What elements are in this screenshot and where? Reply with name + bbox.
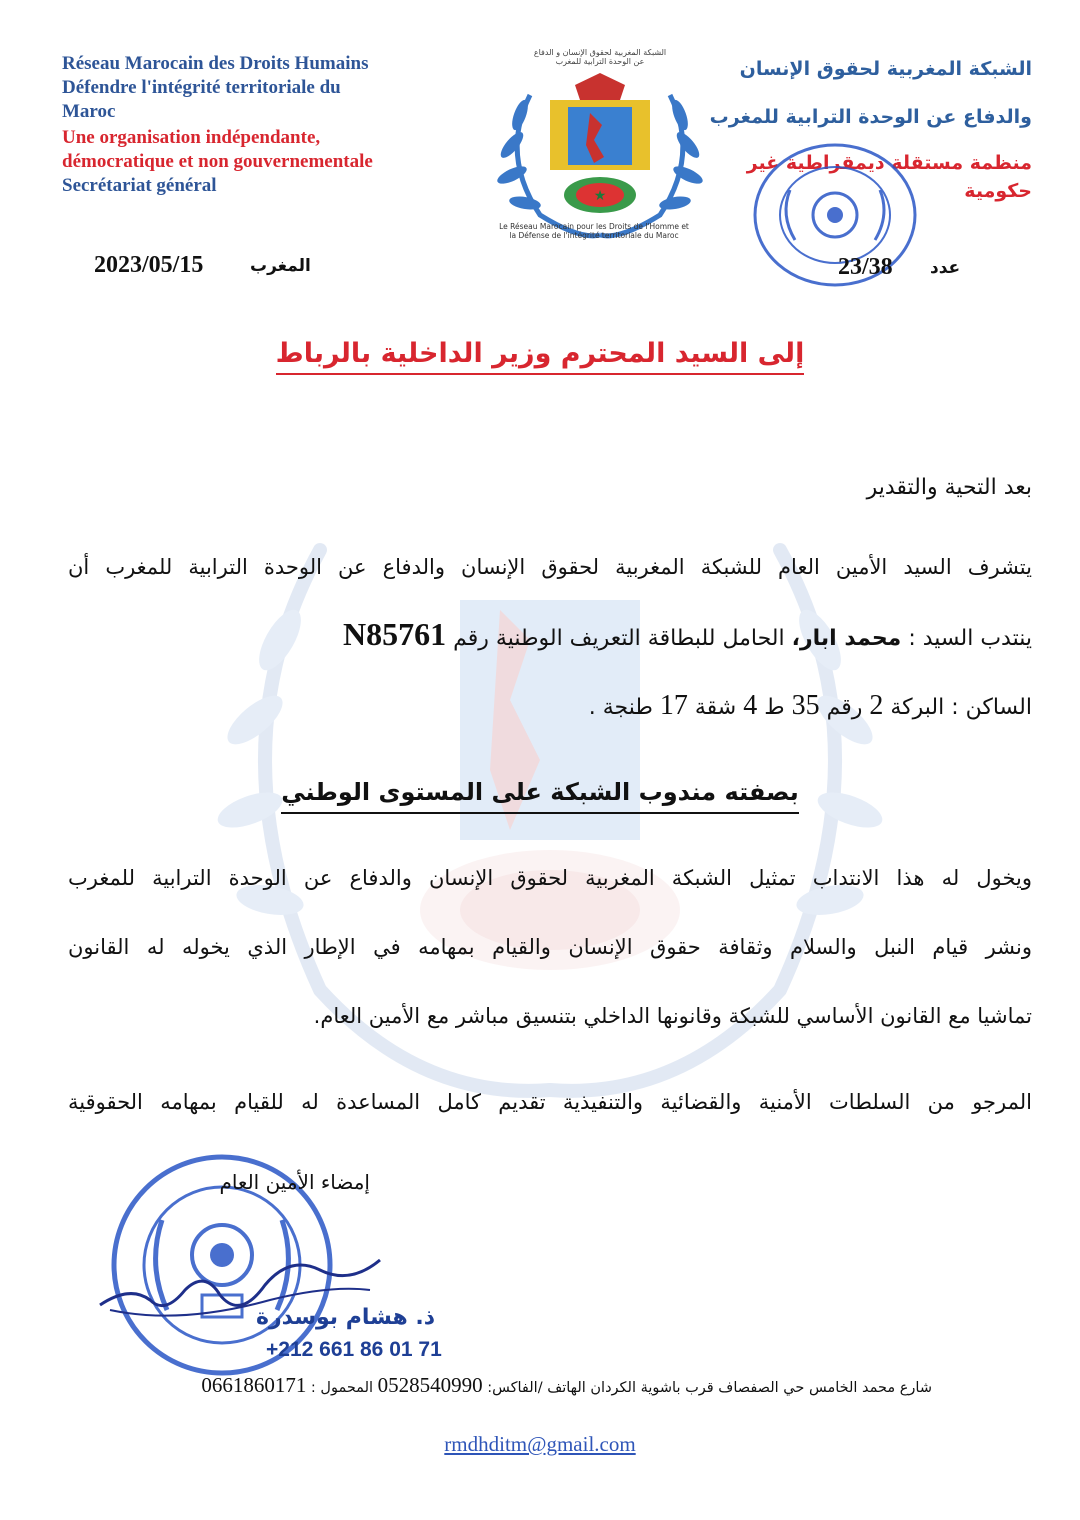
address-text-1: رقم [826,695,863,720]
mandate-para-3: تماشيا مع القانون الأساسي للشبكة وقانونها الداخلي بتنسيق مباشر مع الأمين العام. [313,1004,1032,1028]
footer-mobile-label: المحمول : [310,1380,374,1396]
org-type-fr: Une organisation indépendante, [62,127,321,148]
footer-contact [126,1373,932,1398]
address-num-2: 35 [791,690,820,721]
logo-caption-line1: Le Réseau Marocain pour les Droits de l'Homme et [499,222,689,231]
org-mission-ar: والدفاع عن الوحدة الترابية للمغرب [709,106,1032,128]
recipient-heading [0,338,1080,369]
mandate-para-1: ويخول له هذا الانتداب تمثيل الشبكة المغربية لحقوق الإنسان والدفاع عن الوحدة الترابية للمغرب [68,866,1032,890]
address-num-3: 4 [743,690,758,721]
org-mission-fr: Défendre l'intégrité territoriale du [62,77,341,98]
delegate-prefix: ينتدب السيد : [908,626,1032,651]
address-text-3: شقة [694,695,737,720]
footer-address: شارع محمد الخامس حي الصفصاف قرب باشوية الكردان الهاتف /الفاكس: [487,1380,932,1396]
delegate-line [343,616,1032,653]
organization-logo [490,45,710,245]
logo-caption-line2: la Défense de l'intégrité territoriale du Maroc [509,231,679,240]
logo-top-line2: عن الوحدة الترابية للمغرب [555,57,645,66]
signatory-name: ذ. هشام بوسدرة [256,1305,436,1330]
capacity-heading [0,778,1080,806]
footer-phone: 0528540990 [377,1373,483,1397]
org-type-ar: منظمة مستقلة ديمقراطية غير [746,152,1032,174]
card-label: الحامل للبطاقة التعريف الوطنية رقم [453,626,785,651]
reference-number: 23/38 [838,254,893,280]
address-label: الساكن : البركة [890,695,1032,720]
org-name-ar: الشبكة المغربية لحقوق الإنسان [739,58,1032,80]
recipient-text: إلى السيد المحترم وزير الداخلية بالرباط [276,338,805,375]
secretariat-fr: Secrétariat général [62,175,217,196]
address-num-4: 17 [659,690,688,721]
intro-line: يتشرف السيد الأمين العام للشبكة المغربية لحقوق الإنسان والدفاع عن الوحدة الترابية للمغرب أن [68,555,1032,579]
letter-place: المغرب [250,256,311,276]
org-mission-fr-cont: Maroc [62,101,116,122]
reference-label: عدد [930,258,961,278]
signatory-phone: +212 661 86 01 71 [266,1338,442,1361]
address-num-1: 2 [869,690,884,721]
signature-label: إمضاء الأمين العام [219,1170,370,1194]
request-para: المرجو من السلطات الأمنية والقضائية والتنفيذية تقديم كامل المساعدة له للقيام بمهامه الحقوقية [68,1090,1032,1114]
top-stamp [750,140,920,290]
address-text-2: ط [764,695,785,720]
org-type-ar-cont: حكومية [964,180,1032,202]
address-line [589,690,1032,722]
logo-caption [478,222,710,240]
footer-mobile: 0661860171 [201,1373,307,1397]
address-text-4: طنجة . [588,695,653,720]
org-type-fr-cont: démocratique et non gouvernementale [62,151,373,172]
footer-email-link[interactable]: rmdhditm@gmail.com [444,1432,636,1456]
card-number: N85761 [343,616,447,652]
letter-date: 2023/05/15 [94,252,204,278]
logo-top-line1: الشبكة المغربية لحقوق الإنسان و الدفاع [533,48,667,57]
org-name-fr: Réseau Marocain des Droits Humains [62,53,369,74]
greeting: بعد التحية والتقدير [866,475,1032,500]
svg-text:★: ★ [593,188,607,204]
mandate-para-2: ونشر قيام النبل والسلام وثقافة حقوق الإنسان والقيام بمهامه في الإطار الذي يخوله له القانون [68,935,1032,959]
capacity-text: بصفته مندوب الشبكة على المستوى الوطني [281,778,799,814]
delegate-name: محمد ابار، [791,626,902,651]
